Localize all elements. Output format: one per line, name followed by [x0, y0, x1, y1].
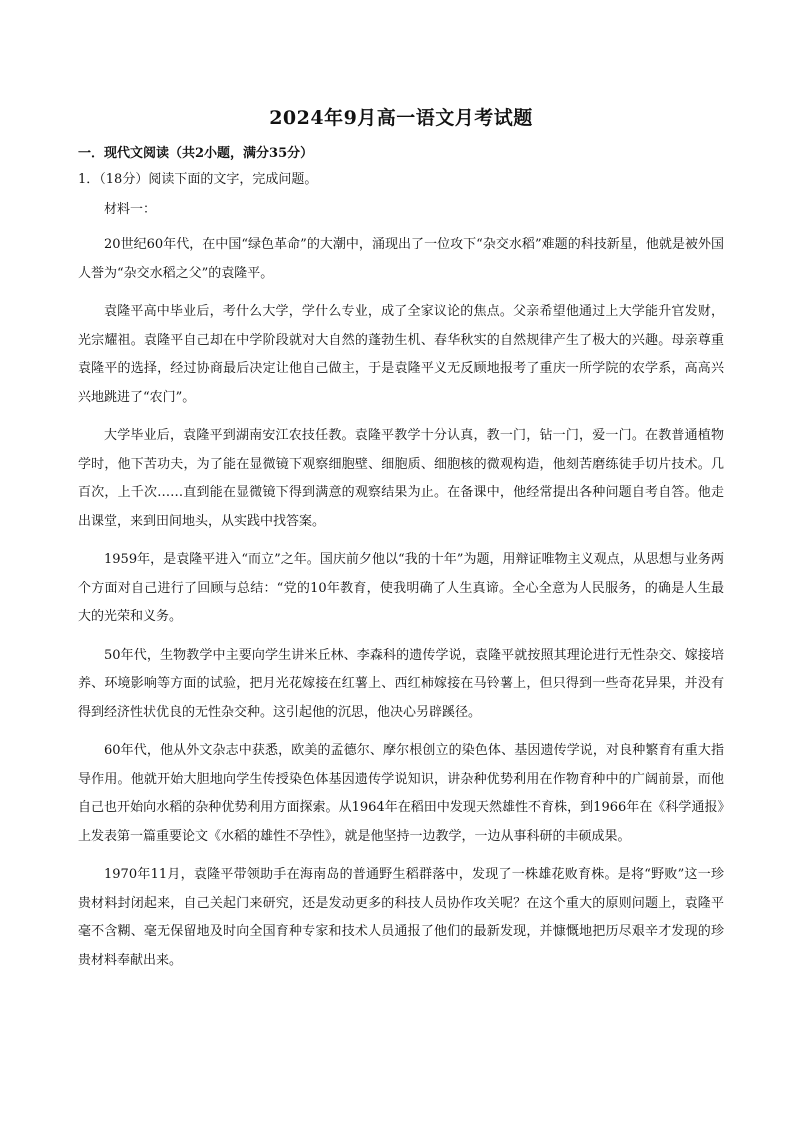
paragraph: 1970年11月，袁隆平带领助手在海南岛的普通野生稻群落中，发现了一株雄花败育株。是将“野败”这一珍贵材料封闭起来，自己关起门来研究，还是发动更多的科技人员协作攻关呢？在这个重大的原则问题上，袁隆平毫不含糊、毫无保留地及时向全国育种专家和技术人员通报了他们的最新发现，并慷慨地把历尽艰辛才发现的珍贵材料奉献出来。: [78, 867, 724, 968]
paragraph: 60年代，他从外文杂志中获悉，欧美的孟德尔、摩尔根创立的染色体、基因遗传学说，对良种繁育有重大指导作用。他就开始大胆地向学生传授染色体基因遗传学说知识，讲杂种优势利用在作物育种中的广阔前景，而他自己也开始向水稻的杂种优势利用方面探索。从1964年在稻田中发现天然雄性不育株，到1966年在《科学通报》上发表第一篇重要论文《水稻的雄性不孕性》，就是他坚持一边教学，一边从事科研的丰硕成果。: [78, 743, 724, 844]
exam-title: 2024年9月高一语文月考试题: [269, 107, 533, 129]
paragraph: 20世纪60年代，在中国“绿色革命”的大潮中，涌现出了一位攻下“杂交水稻”难题的科技新星，他就是被外国人誉为“杂交水稻之父”的袁隆平。: [78, 237, 724, 281]
paragraph: 50年代，生物教学中主要向学生讲米丘林、李森科的遗传学说，袁隆平就按照其理论进行无性杂交、嫁接培养、环境影响等方面的试验，把月光花嫁接在红薯上、西红柿嫁接在马铃薯上，但只得到一些奇花异果，并没有得到经济性状优良的无性杂交种。这引起他的沉思，他决心另辟蹊径。: [78, 647, 724, 720]
material-label: 材料一：: [104, 202, 157, 217]
section-heading: 一．现代文阅读（共2小题，满分35分）: [78, 146, 314, 161]
question-intro: 1．（18分）阅读下面的文字，完成问题。: [78, 172, 318, 187]
paragraph: 大学毕业后，袁隆平到湖南安江农技任教。袁隆平教学十分认真，教一门，钻一门，爱一门。在教普通植物学时，他下苦功夫，为了能在显微镜下观察细胞壁、细胞质、细胞核的微观构造，他刻苦磨练徒手切片技术。几百次，上千次……直到能在显微镜下得到满意的观察结果为止。在备课中，他经常提出各种问题自考自答。他走出课堂，来到田间地头，从实践中找答案。: [78, 428, 724, 529]
paragraph: 袁隆平高中毕业后，考什么大学，学什么专业，成了全家议论的焦点。父亲希望他通过上大学能升官发财，光宗耀祖。袁隆平自己却在中学阶段就对大自然的蓬勃生机、春华秋实的自然规律产生了极大的兴趣。母亲尊重袁隆平的选择，经过协商最后决定让他自己做主，于是袁隆平义无反顾地报考了重庆一所学院的农学系，高高兴兴地跳进了“农门”。: [78, 304, 724, 405]
paragraph: 1959年，是袁隆平进入“而立”之年。国庆前夕他以“我的十年”为题，用辩证唯物主义观点，从思想与业务两个方面对自己进行了回顾与总结：“党的10年教育，使我明确了人生真谛。全心全意为人民服务，的确是人生最大的光荣和义务。: [78, 552, 724, 624]
